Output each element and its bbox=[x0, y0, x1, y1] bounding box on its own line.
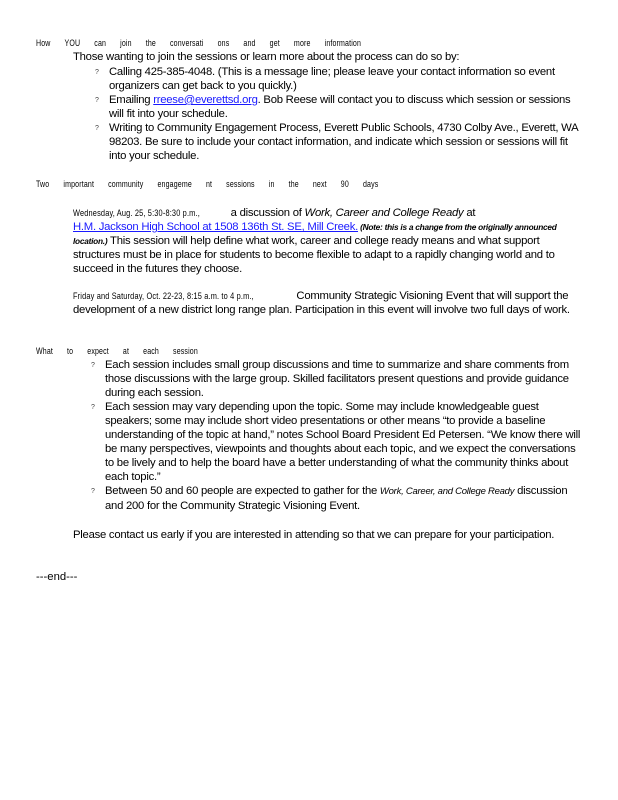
section-heading-join bbox=[36, 38, 375, 48]
end-marker: ---end--- bbox=[36, 571, 78, 583]
heading-word: each bbox=[143, 346, 159, 356]
list-item: ? Each session may vary depending upon the topic. Some may include knowledgeable guest speakers; some may include short video presentations or other means “to provide a baseline understanding of the topic at hand,” notes School Board President Ed Petersen. “We know there will be many perspectives, viewpoints and thoughts about each topic, and we expect the conversations to be lively and to help the board have a better understanding of what the community thinks about each topic.” bbox=[91, 401, 581, 483]
heading-word: expect bbox=[87, 346, 109, 356]
heading-word: sessions bbox=[226, 179, 255, 189]
heading-word: at bbox=[122, 346, 130, 356]
list-item: ? Emailing rreese@everettsd.org. Bob Reese will contact you to discuss which session or sessions will fit into your schedule. bbox=[95, 94, 571, 120]
heading-word: How bbox=[36, 38, 51, 48]
section-heading-sessions bbox=[36, 179, 392, 189]
heading-word: days bbox=[362, 179, 379, 189]
location-note: (Note: this is a change from the originally announced location.) bbox=[73, 222, 557, 246]
email-link[interactable]: rreese@everettsd.org bbox=[153, 94, 258, 106]
event-wednesday: Wednesday, Aug. 25, 5:30-8:30 p.m., a discussion of Work, Career and College Ready at H.M. Jackson High School at 1508 136th St. SE, Mill Creek. (Note: this is a change from the originally announced location.) This session will help define what work, career and college ready means and what support structures must be in place for students to become flexible to adapt to a rapidly changing world and to succeed in the futures they choose. bbox=[73, 207, 557, 275]
bullet-icon: ? bbox=[91, 488, 95, 495]
heading-word: What bbox=[36, 346, 54, 356]
list-item: ? Each session includes small group discussions and time to summarize and share comments from those discussions with the large group. Skilled facilitators present questions and provide guidance during each session. bbox=[91, 359, 569, 399]
heading-word: information bbox=[324, 38, 362, 48]
section-heading-expect bbox=[36, 346, 212, 356]
bullet-icon: ? bbox=[91, 362, 95, 369]
event-date: Friday and Saturday, Oct. 22-23, 8:15 a.m. to 4 p.m., bbox=[73, 291, 254, 301]
heading-word: conversati bbox=[169, 38, 204, 48]
closing-text: Please contact us early if you are interested in attending so that we can prepare for your participation. bbox=[73, 529, 555, 541]
heading-word: join bbox=[120, 38, 132, 48]
event-topic: Work, Career, and College Ready bbox=[379, 486, 515, 497]
heading-word: nt bbox=[205, 179, 213, 189]
heading-word: ons bbox=[217, 38, 230, 48]
heading-word: 90 bbox=[340, 179, 349, 189]
expectations-list bbox=[87, 358, 581, 513]
list-item: ? Calling 425-385-4048. (This is a message line; please leave your contact information so event organizers can get back to you quickly.) bbox=[95, 66, 555, 92]
heading-word: community bbox=[108, 179, 144, 189]
bullet-icon: ? bbox=[95, 125, 99, 132]
bullet-icon: ? bbox=[95, 69, 99, 76]
intro-text: Those wanting to join the sessions or learn more about the process can do so by: bbox=[73, 51, 460, 63]
heading-word: in bbox=[268, 179, 275, 189]
heading-word: to bbox=[67, 346, 74, 356]
heading-word: more bbox=[293, 38, 311, 48]
heading-word: YOU bbox=[64, 38, 81, 48]
heading-word: get bbox=[269, 38, 280, 48]
heading-word: can bbox=[94, 38, 107, 48]
heading-word: the bbox=[288, 179, 299, 189]
event-friday-saturday: Friday and Saturday, Oct. 22-23, 8:15 a.m. to 4 p.m., Community Strategic Visioning Event that will support the development of a new district long range plan. Participation in this event will involve two full days of work. bbox=[73, 290, 570, 316]
bullet-icon: ? bbox=[95, 97, 99, 104]
heading-word: and bbox=[243, 38, 256, 48]
list-item: ? Writing to Community Engagement Process, Everett Public Schools, 4730 Colby Ave., Everett, WA 98203. Be sure to include your contact information, and indicate which session or sessions will fit into your schedule. bbox=[95, 122, 578, 162]
heading-word: session bbox=[173, 346, 198, 356]
bullet-icon: ? bbox=[91, 404, 95, 411]
heading-word: the bbox=[145, 38, 156, 48]
heading-word: important bbox=[63, 179, 95, 189]
event-date: Wednesday, Aug. 25, 5:30-8:30 p.m., bbox=[73, 208, 200, 218]
list-item: ? Between 50 and 60 people are expected to gather for the Work, Career, and College Ready discussion and 200 for the Community Strategic Visioning Event. bbox=[91, 485, 568, 512]
location-link[interactable]: H.M. Jackson High School at 1508 136th St. SE, Mill Creek. bbox=[73, 221, 359, 233]
heading-word: Two bbox=[36, 179, 50, 189]
event-topic: Work, Career and College Ready bbox=[304, 207, 464, 219]
heading-word: next bbox=[312, 179, 327, 189]
heading-word: engageme bbox=[157, 179, 192, 189]
contact-methods-list bbox=[91, 65, 581, 163]
